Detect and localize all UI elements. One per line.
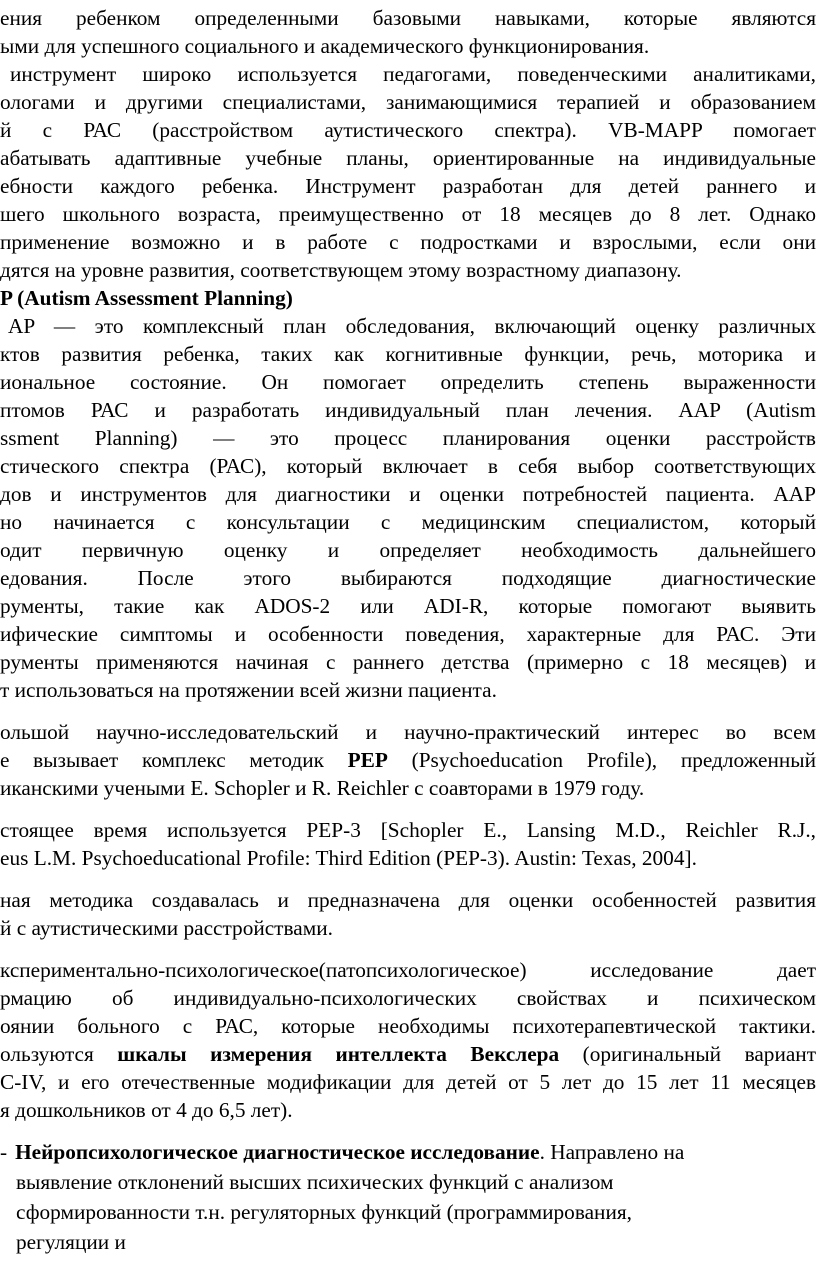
text-line: рументы, такие как ADOS-2 или ADI-R, которые помогают выявить xyxy=(0,594,816,618)
text-line: регуляции и xyxy=(16,1230,126,1254)
neuro-term: Нейропсихологическое диагностическое исследование xyxy=(15,1140,540,1164)
text-line: инструмент широко используется педагогами, поведенческими аналитиками, xyxy=(10,62,816,86)
text-line: AP — это комплексный план обследования, включающий оценку различных xyxy=(8,314,816,338)
text-line: ологами и другими специалистами, занимающимися терапией и образованием xyxy=(0,90,816,114)
text-line: рмацию об индивидуально-психологических свойствах и психическом xyxy=(0,986,816,1010)
text-line: шего школьного возраста, преимущественно от 18 месяцев до 8 лет. Однако xyxy=(0,202,816,226)
text-line: дов и инструментов для диагностики и оценки потребностей пациента. AAP xyxy=(0,482,816,506)
text-line: едования. После этого выбираются подходящие диагностические xyxy=(0,566,816,590)
text-line: ыми для успешного социального и академического функционирования. xyxy=(0,34,650,58)
text-line: ения ребенком определенными базовыми навыками, которые являются xyxy=(0,6,816,30)
section-heading: P (Autism Assessment Planning) xyxy=(0,286,293,310)
text-line: C-IV, и его отечественные модификации для детей от 5 лет до 15 лет 11 месяцев xyxy=(0,1070,816,1094)
text-run: (Psychoeducation Profile), предложенный xyxy=(387,748,816,772)
text-line: ебности каждого ребенка. Инструмент разработан для детей раннего и xyxy=(0,174,816,198)
text-line: но начинается с консультации с медицинским специалистом, который xyxy=(0,510,816,534)
text-line xyxy=(0,1138,816,1166)
text-line: ифические симптомы и особенности поведения, характерные для РАС. Эти xyxy=(0,622,816,646)
text-line: eus L.M. Psychoeducational Profile: Third Edition (PEP-3). Austin: Texas, 2004]. xyxy=(0,846,697,870)
text-line: птомов РАС и разработать индивидуальный план лечения. AAP (Autism xyxy=(0,398,816,422)
text-line: ольшой научно-исследовательский и научно-практический интерес во всем xyxy=(0,720,816,744)
text-line xyxy=(0,746,816,774)
text-line: рументы применяются начиная с раннего детства (примерно с 18 месяцев) и xyxy=(0,650,816,674)
text-line: я дошкольников от 4 до 6,5 лет). xyxy=(0,1098,293,1122)
text-line: й с РАС (расстройством аутистического спектра). VB-MAPP помогает xyxy=(0,118,816,142)
text-line: иканскими учеными E. Schopler и R. Reichler с соавторами в 1979 году. xyxy=(0,776,645,800)
pep-term: PEP xyxy=(347,748,388,772)
list-dash: - xyxy=(0,1140,8,1164)
text-line: стического спектра (РАС), который включает в себя выбор соответствующих xyxy=(0,454,816,478)
text-line: применение возможно и в работе с подростками и взрослыми, если они xyxy=(0,230,816,254)
text-line: кспериментально-психологическое(патопсихологическое) исследование дает xyxy=(0,958,816,982)
text-line: сформированности т.н. регуляторных функций (программирования, xyxy=(16,1200,632,1224)
text-line: выявление отклонений высших психических функций с анализом xyxy=(16,1170,614,1194)
text-line: абатывать адаптивные учебные планы, ориентированные на индивидуальные xyxy=(0,146,816,170)
text-run: е вызывает комплекс методик xyxy=(0,748,348,772)
wechsler-term: шкалы измерения интеллекта Векслера xyxy=(117,1042,560,1066)
text-run: (оригинальный вариант xyxy=(559,1042,816,1066)
text-run: ользуются xyxy=(0,1042,118,1066)
text-run: . Направлено на xyxy=(539,1140,685,1164)
text-line: дятся на уровне развития, соответствующем этому возрастному диапазону. xyxy=(0,258,682,282)
text-line: ная методика создавалась и предназначена для оценки особенностей развития xyxy=(0,888,816,912)
text-line: й с аутистическими расстройствами. xyxy=(0,916,333,940)
text-line xyxy=(0,1040,816,1068)
text-line: стоящее время используется PEP-3 [Schopler E., Lansing M.D., Reichler R.J., xyxy=(0,818,816,842)
text-line: одит первичную оценку и определяет необходимость дальнейшего xyxy=(0,538,816,562)
text-line: ктов развития ребенка, таких как когнитивные функции, речь, моторика и xyxy=(0,342,816,366)
text-line: т использоваться на протяжении всей жизни пациента. xyxy=(0,678,497,702)
text-line: ssment Planning) — это процесс планирования оценки расстройств xyxy=(0,426,816,450)
text-line: иональное состояние. Он помогает определить степень выраженности xyxy=(0,370,816,394)
text-line: оянии больного с РАС, которые необходимы психотерапевтической тактики. xyxy=(0,1014,816,1038)
